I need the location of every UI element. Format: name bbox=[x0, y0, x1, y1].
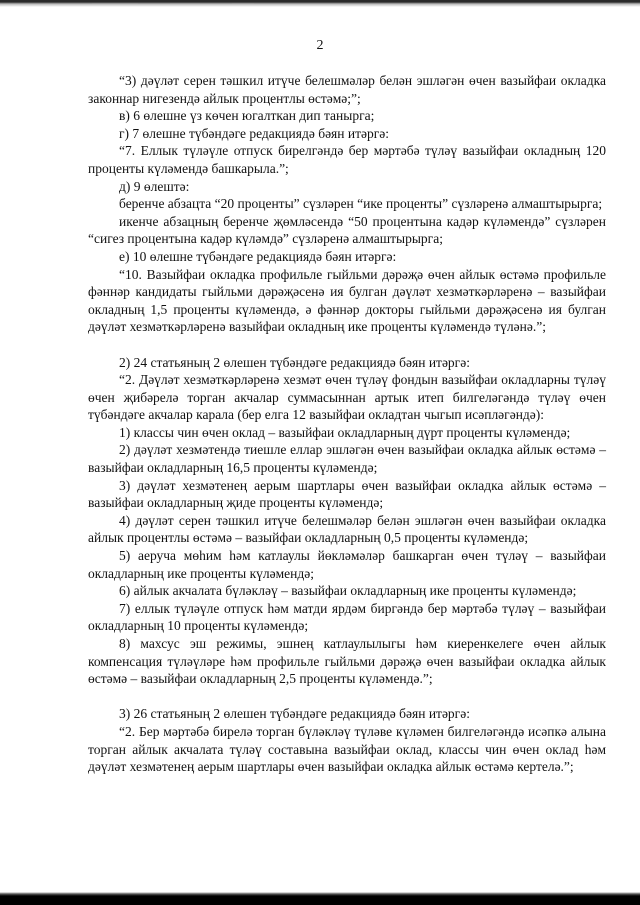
section-heading: 3) 26 статьяның 2 өлешен түбәндәге редакциядә бәян итәргә: bbox=[119, 706, 470, 722]
paragraph: в) 6 өлешне үз көчен югалткан дип танырга; bbox=[119, 108, 375, 124]
paragraph: г) 7 өлешне түбәндәге редакциядә бәян итәргә: bbox=[119, 125, 390, 141]
scan-speck bbox=[232, 3, 254, 4]
paragraph: “2. Бер мәртәбә бирелә торган бүләкләү түләве күләмен билгеләгәндә исәпкә алына торган айлык акчалата түләү составына вазыйфаи оклад, классы чин өчен оклад һәм дәүләт хезмәтенең аерым шартлары өчен вазыйфаи окладка айлык өстәмә кертелә.”; bbox=[88, 723, 606, 775]
paragraph: д) 9 өлештә: bbox=[119, 178, 190, 194]
document-body bbox=[88, 72, 606, 776]
section-heading: 2) 24 статьяның 2 өлешен түбәндәге редакциядә бәян итәргә: bbox=[119, 354, 470, 370]
list-item: 2) дәүләт хезмәтендә тиешле еллар эшләгән өчен вазыйфаи окладка айлык өстәмә – вазыйфаи окладларның 16,5 проценты күләмендә; bbox=[88, 442, 606, 476]
list-item: 6) айлык акчалата бүләкләү – вазыйфаи окладларның ике проценты күләмендә; bbox=[119, 583, 577, 599]
paragraph: “2. Дәүләт хезмәткәрләренә хезмәт өчен түләү фондын вазыйфаи окладларны түләү өчен җибәрелә торган акчалар суммасыннан артык итеп билгеләгәндә түләү өчен түбәндәге акчалар карала (бер елга 12 вазыйфаи окладтан чыгып исәпләгәндә): bbox=[88, 372, 606, 423]
scan-bottom-edge bbox=[0, 892, 640, 905]
list-item: 5) аеруча мөһим һәм катлаулы йөкләмәләр башкарган өчен түләү – вазыйфаи окладларның ике проценты күләмендә; bbox=[88, 548, 606, 581]
scan-speck bbox=[92, 3, 138, 4]
scan-speck bbox=[170, 3, 200, 4]
scan-top-edge bbox=[0, 0, 640, 7]
paragraph: беренче абзацта “20 проценты” сүзләрен “ике проценты” сүзләренә алмаштырырга; bbox=[119, 196, 603, 212]
list-item: 4) дәүләт серен тәшкил итүче белешмәләр белән эшләгән өчен вазыйфаи окладка айлык процентлы өстәмә – вазыйфаи окладларның 0,5 проценты күләмендә; bbox=[88, 512, 606, 546]
list-item: 8) махсус эш режимы, эшнең катлаулылыгы һәм киеренкелеге өчен айлык компенсация түләүләре һәм профильле гыйльми дәрәҗә өчен вазыйфаи окладка айлык өстәмә – вазыйфаи окладларның 2,5 проценты күләмендә.”; bbox=[88, 636, 606, 687]
paragraph: “3) дәүләт серен тәшкил итүче белешмәләр белән эшләгән өчен вазыйфаи окладка законнар нигезендә айлык процентлы өстәмә;”; bbox=[88, 73, 606, 106]
paragraph: “10. Вазыйфаи окладка профильле гыйльми дәрәҗә өчен айлык өстәмә профильле фәннәр кандидаты гыйльми дәрәҗәсенә ия булган дәүләт хезмәткәрләренә – вазыйфаи окладның 1,5 проценты күләмендә, ә фәннәр докторы гыйльми дәрәҗәсенә ия булган дәүләт хезмәткәрләренә вазыйфаи окладның ике проценты күләмендә түләнә.”; bbox=[88, 266, 606, 335]
paragraph: е) 10 өлешне түбәндәге редакциядә бәян итәргә: bbox=[119, 248, 397, 264]
list-item: 3) дәүләт хезмәтенең аерым шартлары өчен вазыйфаи окладка айлык өстәмә – вазыйфаи окладларның җиде проценты күләмендә; bbox=[88, 477, 606, 511]
list-item: 7) еллык түләүле отпуск һәм матди ярдәм биргәндә бер мәртәбә түләү – вазыйфаи окладларның 10 проценты күләмендә; bbox=[88, 600, 606, 634]
paragraph: икенче абзацның беренче җөмләсендә “50 процентына кадәр күләмендә” сүзләрен “сигез процентына кадәр күләмдә” сүзләренә алмаштырырга; bbox=[88, 213, 606, 247]
list-item: 1) классы чин өчен оклад – вазыйфаи окладларның дүрт проценты күләмендә; bbox=[119, 424, 571, 440]
paragraph: “7. Еллык түләүле отпуск бирелгәндә бер мәртәбә түләү вазыйфаи окладның 120 проценты күләмендә башкарыла.”; bbox=[88, 143, 606, 176]
page-number: 2 bbox=[316, 38, 324, 53]
